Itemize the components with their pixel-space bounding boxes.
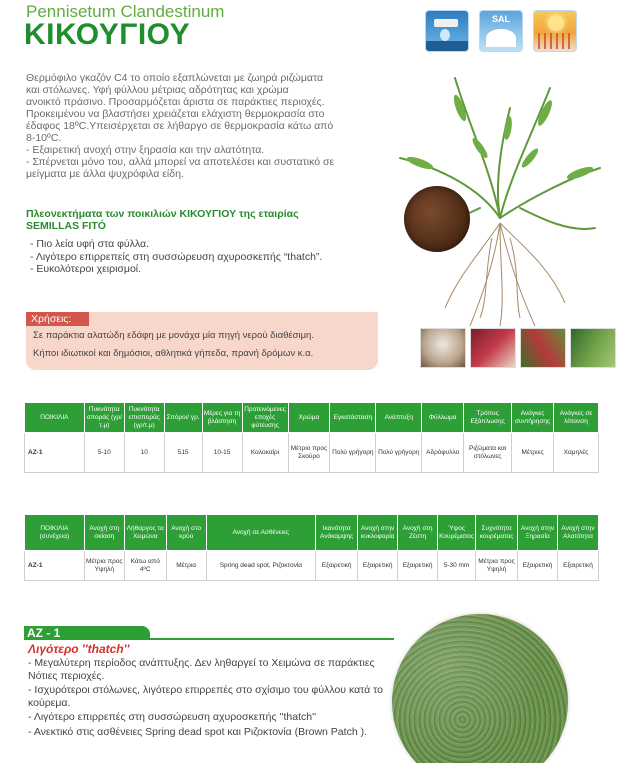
table-header: Χρώμα (288, 403, 330, 433)
description-line: - Σπέρνεται μόνο του, αλλά μπορεί να αποτελέσει και συστατικό σε (26, 156, 335, 168)
table-header: Μέρες για τη βλάστηση (202, 403, 242, 433)
table-cell: Εξαιρετική (557, 551, 598, 581)
table-cell: AZ-1 (25, 433, 85, 473)
table-cell: Μέτρια προς Υψηλή (476, 551, 518, 581)
photo-thumbnail (420, 328, 466, 368)
table-header: Ανοχή στην Ξηρασία (518, 515, 558, 551)
table-header: Τρόπος Εξάπλωσης (464, 403, 512, 433)
photo-thumbnail (470, 328, 516, 368)
list-item: - Πιο λεία υφή στα φύλλα. (30, 238, 149, 250)
photo-thumbnail (570, 328, 616, 368)
spec-table-2 (24, 514, 599, 581)
table-header: Ανοχή στην Αλατότητα (557, 515, 598, 551)
table-cell: Ριζώματα και στόλωνες (464, 433, 512, 473)
species-subtitle: Pennisetum Clandestinum (26, 2, 225, 21)
uses-line: Σε παράκτια αλατώδη εδάφη με μονάχα μία πηγή νερού διαθέσιμη. (33, 330, 314, 341)
table-header: Ανάγκες σε λίπανση (554, 403, 599, 433)
table-cell: Μέτρια (166, 551, 206, 581)
table-cell: Μέτρια προς Υψηλή (84, 551, 124, 581)
table-cell: Εξαιρετική (398, 551, 438, 581)
table-header: Ικανότητα Ανάκαμψης (316, 515, 358, 551)
description-line: 8-10ºC. (26, 132, 62, 144)
table-cell: Spring dead spot, Ριζοκτονία (206, 551, 316, 581)
variety-section-header (24, 626, 394, 640)
table-header: Προτεινόμενες εποχές φύτευσης (242, 403, 288, 433)
description (26, 72, 366, 180)
table-cell: Εξαιρετική (358, 551, 398, 581)
table-header: Συχνότητα κουρέματος (476, 515, 518, 551)
table-cell: 515 (164, 433, 202, 473)
list-item: - Ανεκτικό στις ασθένειες Spring dead spot και Ριζοκτονία (Brown Patch ). (28, 725, 367, 738)
table-header: Λήθαργος τα Χειμώνα (124, 515, 166, 551)
turf-closeup-image (392, 614, 568, 763)
description-line: και στόλωνες. Υφή φύλλου μέτριας αδρότητας και χρώμα (26, 84, 289, 96)
table-cell: AZ-1 (25, 551, 85, 581)
table-header: ΠΟΙΚΙΛΙΑ (συνέχεια) (25, 515, 85, 551)
description-line: Προκειμένου να βλαστήσει χρειάζεται ελάχιστη θερμοκρασία στο (26, 108, 325, 120)
table-header: Ύψος Κουρέματος (438, 515, 476, 551)
table-header: Σπόροι/ γρ. (164, 403, 202, 433)
uses-header: Χρήσεις: (26, 312, 89, 326)
description-line: μείγματα με άλλα ψυχρόφιλα είδη. (26, 168, 184, 180)
uses-line: Κήποι ιδιωτικοί και δημόσιοι, αθλητικά γήπεδα, πρανή δρόμων κ.α. (33, 348, 314, 359)
advantages-title (26, 208, 356, 232)
plant-illustration (360, 68, 610, 330)
water-tap-icon (425, 10, 469, 52)
description-line: Θερμόφιλο γκαζόν C4 το οποίο εξαπλώνεται με ζωηρά ριζώματα (26, 72, 324, 84)
property-icons (425, 10, 577, 52)
seeds-image (404, 186, 470, 252)
table-header: Ανοχή στη σκίαση (84, 515, 124, 551)
advantages-title-line: Πλεονεκτήματα των ποικιλιών ΚΙΚΟΥΓΙΟΥ της εταιρίας (26, 208, 299, 220)
photo-strip (420, 328, 616, 368)
description-line: έδαφος 18ºC.Υπεισέρχεται σε λήθαργο σε θερμοκρασία κάτω από (26, 120, 334, 132)
photo-thumbnail (520, 328, 566, 368)
table-cell: Μέτριες (512, 433, 554, 473)
table-header: ΠΟΙΚΙΛΙΑ (25, 403, 85, 433)
description-line: - Εξαιρετική ανοχή στην ξηρασία και την αλατότητα. (26, 144, 265, 156)
table-header: Πυκνότητα σποράς (γρ/τ.μ) (84, 403, 124, 433)
variety-tab: AZ - 1 (24, 626, 150, 640)
list-item: - Μεγαλύτερη περίοδος ανάπτυξης. Δεν ληθαργεί το Χειμώνα σε παράκτιες Νότιες περιοχές. (28, 657, 375, 682)
sun-heat-icon (533, 10, 577, 52)
table-header: Εγκατάσταση (330, 403, 376, 433)
table-header: Ανάγκες συντήρησης (512, 403, 554, 433)
variety-features-list (28, 657, 388, 740)
list-item: - Λιγότερο επιρρεπείς στη συσσώρευση αχυροσκεπής “thatch”. (30, 250, 323, 263)
list-item: - Λιγότερο επιρρεπές στη συσσώρευση αχυροσκεπής ''thatch'' (28, 711, 317, 723)
table-cell: Πολύ γρήγορη (376, 433, 422, 473)
list-item: - Ευκολότεροι χειρισμοί. (30, 263, 142, 275)
variety-subtitle: Λιγότερο ''thatch'' (28, 642, 130, 656)
table-cell: Αδρόφυλλο (422, 433, 464, 473)
list-item: - Ισχυρότεροι στόλωνες, λιγότερο επιρρεπές στο σχίσιμο του φύλλου κατά το κούρεμα. (28, 684, 383, 709)
table-header: Ανοχή στο κρύο (166, 515, 206, 551)
table-cell: Καλοκαίρι (242, 433, 288, 473)
salt-label: SAL (492, 14, 510, 24)
spec-table-1 (24, 402, 599, 473)
table-header: Πυκνότητα επισποράς (γρ/τ.μ) (124, 403, 164, 433)
table-row (25, 433, 599, 473)
table-cell: 10-15 (202, 433, 242, 473)
uses-box (26, 312, 378, 370)
salt-icon (479, 10, 523, 52)
advantages-list (30, 238, 322, 276)
advantages-title-line: SEMILLAS FITÓ (26, 220, 106, 232)
page-title: ΚΙΚΟΥΓΙΟΥ (24, 18, 191, 51)
table-header: Ανοχή στη Ζέστη (398, 515, 438, 551)
table-cell: 5-10 (84, 433, 124, 473)
table-cell: 5-30 mm (438, 551, 476, 581)
table-header: Ανοχή στην κυκλοφορία (358, 515, 398, 551)
table-cell: Πολύ γρήγορη (330, 433, 376, 473)
table-row (25, 551, 599, 581)
table-cell: Μέτριο προς Σκούρο (288, 433, 330, 473)
table-header: Φύλλωμα (422, 403, 464, 433)
table-header: Ανοχή σε Ασθένειες (206, 515, 316, 551)
table-cell: Εξαιρετική (518, 551, 558, 581)
description-line: ανοικτό πράσινο. Προσαρμόζεται άριστα σε παράκτιες περιοχές. (26, 96, 325, 108)
table-cell: Κάτω από 4ºC (124, 551, 166, 581)
table-cell: Χαμηλές (554, 433, 599, 473)
table-cell: 10 (124, 433, 164, 473)
table-cell: Εξαιρετική (316, 551, 358, 581)
table-header: Ανάπτυξη (376, 403, 422, 433)
